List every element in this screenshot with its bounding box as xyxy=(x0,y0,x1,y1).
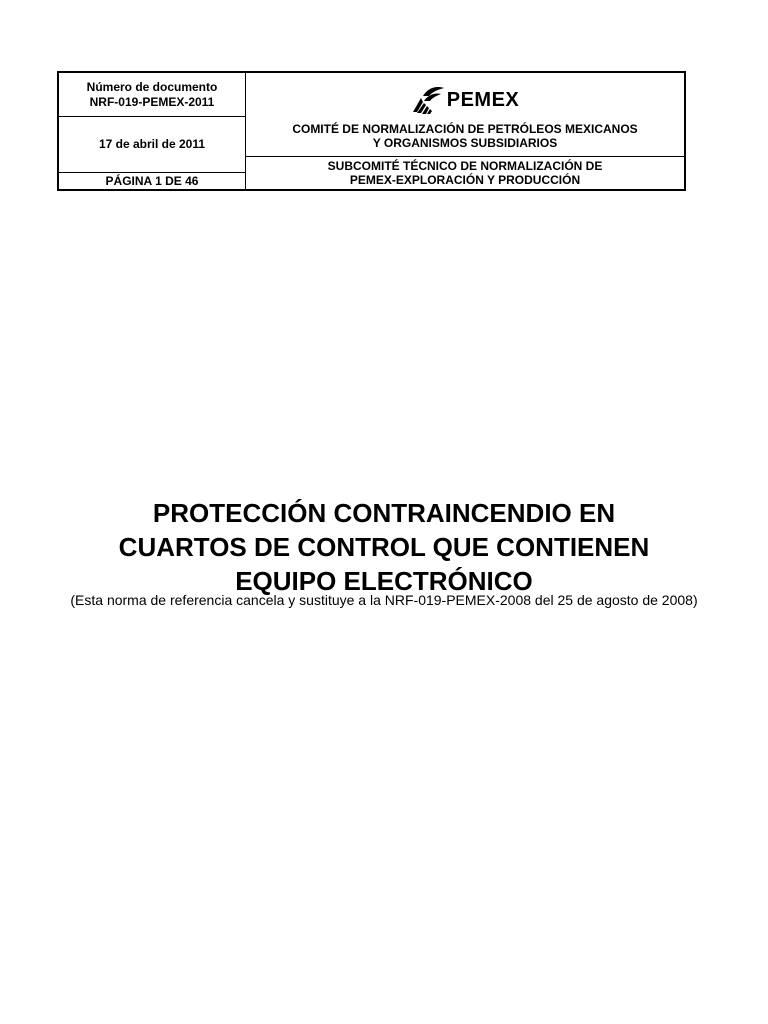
page-cell xyxy=(59,173,245,189)
doc-number-cell xyxy=(59,73,245,117)
document-note: (Esta norma de referencia cancela y sustituye a la NRF-019-PEMEX-2008 del 25 de agosto de 2008) xyxy=(70,592,698,608)
doc-date: 17 de abril de 2011 xyxy=(98,137,206,151)
title-line-3: EQUIPO ELECTRÓNICO xyxy=(235,566,533,596)
subcommittee-line-1: SUBCOMITÉ TÉCNICO DE NORMALIZACIÓN DE xyxy=(327,159,603,173)
document-header-table xyxy=(57,71,686,191)
document-title xyxy=(0,496,768,598)
page-number: PÁGINA 1 DE 46 xyxy=(105,173,199,188)
committee-line-2: Y ORGANISMOS SUBSIDIARIOS xyxy=(372,136,558,150)
doc-number-label: Número de documento xyxy=(86,79,218,94)
subcommittee-cell xyxy=(246,157,684,189)
pemex-logo xyxy=(411,85,520,115)
subcommittee-line-2: PEMEX-EXPLORACIÓN Y PRODUCCIÓN xyxy=(349,173,581,187)
header-left-column xyxy=(59,73,246,189)
header-right-column xyxy=(246,73,684,189)
committee-name xyxy=(292,122,637,150)
title-line-1: PROTECCIÓN CONTRAINCENDIO EN xyxy=(152,498,616,528)
committee-line-1: COMITÉ DE NORMALIZACIÓN DE PETRÓLEOS MEXICANOS xyxy=(292,122,638,136)
pemex-wordmark: PEMEX xyxy=(446,88,520,111)
committee-cell xyxy=(246,73,684,157)
title-line-2: CUARTOS DE CONTROL QUE CONTIENEN xyxy=(118,532,650,562)
doc-number: NRF-019-PEMEX-2011 xyxy=(89,94,215,109)
pemex-eagle-icon xyxy=(411,85,445,115)
date-cell xyxy=(59,117,245,173)
